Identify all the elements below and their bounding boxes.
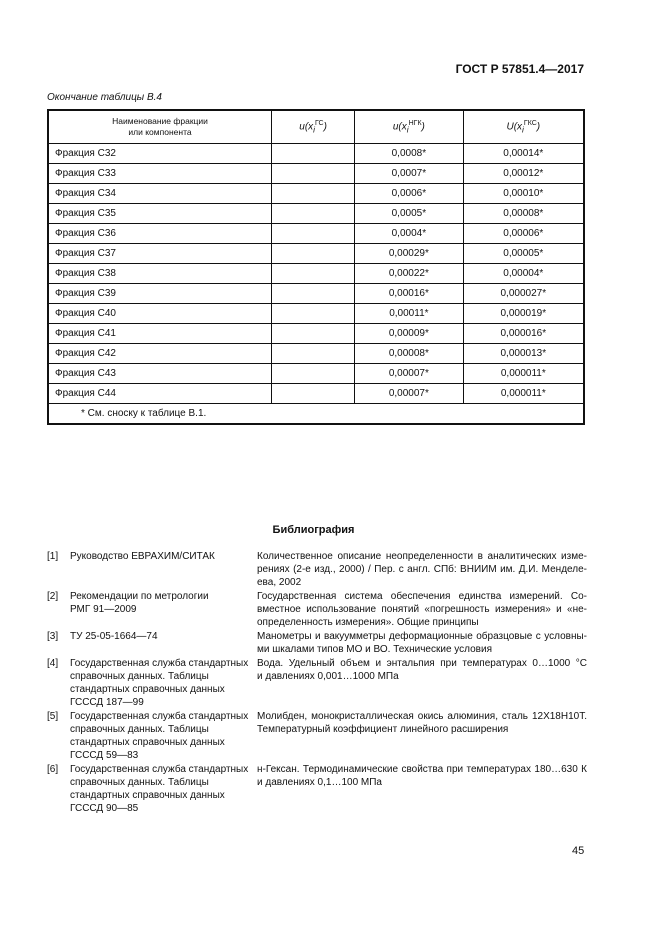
u-gs-value (272, 224, 355, 244)
u-gs-value (272, 184, 355, 204)
source-line: стандартных справочных данных (70, 737, 225, 748)
entry-source (70, 630, 260, 643)
entry-description (257, 590, 587, 629)
col-header-u-ngk: $u(x_i^{НГК})$ (355, 110, 463, 144)
description-line: Манометры и вакуумметры деформационные образцовые с условны- (257, 631, 587, 642)
table-row (48, 164, 584, 184)
bibliography-title: Библиография (272, 524, 355, 536)
fraction-name: Фракция С42 (48, 344, 272, 364)
page-number: 45 (572, 845, 585, 857)
U-gks-value: 0,000011* (463, 384, 584, 404)
entry-source (70, 657, 260, 709)
table-row (48, 364, 584, 384)
U-gks-value: 0,00008* (463, 204, 584, 224)
source-line: ГСССД 59—83 (70, 750, 139, 761)
description-line: и давлениях 0,001…1000 МПа (257, 671, 399, 682)
entry-description (257, 657, 587, 683)
u-ngk-value: 0,00009* (355, 324, 463, 344)
u-ngk-value: 0,00016* (355, 284, 463, 304)
U-gks-value: 0,00006* (463, 224, 584, 244)
entry-source (70, 710, 260, 762)
fraction-name: Фракция С38 (48, 264, 272, 284)
entry-number: [6] (47, 764, 59, 775)
fraction-name: Фракция С36 (48, 224, 272, 244)
entry-number: [2] (47, 591, 59, 602)
u-ngk-value: 0,00008* (355, 344, 463, 364)
fraction-name: Фракция С40 (48, 304, 272, 324)
u-gs-value (272, 244, 355, 264)
bibliography-entry (47, 590, 587, 629)
source-line: Руководство ЕВРАХИМ/СИТАК (70, 551, 215, 562)
source-line: Государственная служба стандартных (70, 764, 249, 775)
description-line: Молибден, монокристаллическая окись алюминия, сталь 12Х18Н10Т. (257, 711, 587, 722)
table-b4 (47, 109, 585, 425)
u-ngk-value: 0,0007* (355, 164, 463, 184)
entry-description (257, 710, 587, 736)
table-footnote: * См. сноску к таблице В.1. (48, 404, 584, 425)
entry-number: [3] (47, 631, 59, 642)
table-row (48, 244, 584, 264)
table-row (48, 324, 584, 344)
u-ngk-value: 0,00011* (355, 304, 463, 324)
bibliography-entry (47, 763, 587, 815)
description-line: н-Гексан. Термодинамические свойства при температурах 180…630 К (257, 764, 587, 775)
source-line: Государственная служба стандартных (70, 711, 249, 722)
entry-source (70, 590, 260, 616)
u-ngk-value: 0,00007* (355, 364, 463, 384)
table-header-row (48, 110, 584, 144)
fraction-name: Фракция С34 (48, 184, 272, 204)
source-line: ГСССД 187—99 (70, 697, 144, 708)
u-ngk-value: 0,0005* (355, 204, 463, 224)
source-line: ТУ 25-05-1664—74 (70, 631, 158, 642)
u-ngk-value: 0,0004* (355, 224, 463, 244)
entry-description (257, 630, 587, 656)
fraction-name: Фракция С39 (48, 284, 272, 304)
U-gks-value: 0,000016* (463, 324, 584, 344)
U-gks-value: 0,00004* (463, 264, 584, 284)
fraction-name: Фракция С35 (48, 204, 272, 224)
table-row (48, 284, 584, 304)
col-header-u-gs: $u(x_i^{ГС})$ (272, 110, 355, 144)
source-line: ГСССД 90—85 (70, 803, 139, 814)
fraction-name: Фракция С37 (48, 244, 272, 264)
u-gs-value (272, 344, 355, 364)
table-caption: Окончание таблицы В.4 (47, 92, 162, 103)
U-gks-value: 0,000011* (463, 364, 584, 384)
source-line: Рекомендации по метрологии (70, 591, 209, 602)
entry-source (70, 550, 260, 563)
U-gks-value: 0,00005* (463, 244, 584, 264)
table-footnote-row (48, 404, 584, 425)
entry-number: [4] (47, 658, 59, 669)
description-line: Государственная система обеспечения единства измерений. Со- (257, 591, 587, 602)
bibliography-entry (47, 710, 587, 762)
table-row (48, 144, 584, 164)
U-gks-value: 0,00010* (463, 184, 584, 204)
description-line: Температурный коэффициент линейного расширения (257, 724, 509, 735)
entry-description (257, 550, 587, 589)
table-row (48, 184, 584, 204)
u-gs-value (272, 324, 355, 344)
col-header-name: Наименование фракции или компонента (48, 110, 272, 144)
u-gs-value (272, 144, 355, 164)
source-line: справочных данных. Таблицы (70, 671, 209, 682)
U-gks-value: 0,00014* (463, 144, 584, 164)
description-line: Вода. Удельный объем и энтальпия при температурах 0…1000 °С (257, 658, 587, 669)
source-line: РМГ 91—2009 (70, 604, 137, 615)
u-ngk-value: 0,00029* (355, 244, 463, 264)
fraction-name: Фракция С44 (48, 384, 272, 404)
col-header-U-gks: $U(x_i^{ГКС})$ (463, 110, 584, 144)
u-ngk-value: 0,00022* (355, 264, 463, 284)
u-ngk-value: 0,0006* (355, 184, 463, 204)
source-line: справочных данных. Таблицы (70, 724, 209, 735)
u-gs-value (272, 164, 355, 184)
entry-description (257, 763, 587, 789)
u-gs-value (272, 384, 355, 404)
entry-number: [1] (47, 551, 59, 562)
bibliography-list (47, 550, 587, 816)
bibliography-entry (47, 550, 587, 589)
u-gs-value (272, 304, 355, 324)
bibliography-entry (47, 630, 587, 656)
description-line: ева, 2002 (257, 577, 302, 588)
U-gks-value: 0,00012* (463, 164, 584, 184)
bibliography-entry (47, 657, 587, 709)
u-gs-value (272, 364, 355, 384)
table-row (48, 204, 584, 224)
u-gs-value (272, 264, 355, 284)
entry-number: [5] (47, 711, 59, 722)
description-line: ми шкалами типов МО и ВО. Технические условия (257, 644, 492, 655)
source-line: стандартных справочных данных (70, 790, 225, 801)
fraction-name: Фракция С33 (48, 164, 272, 184)
description-line: Количественное описание неопределенности в аналитических изме- (257, 551, 587, 562)
fraction-name: Фракция С32 (48, 144, 272, 164)
table-row (48, 264, 584, 284)
fraction-name: Фракция С43 (48, 364, 272, 384)
source-line: Государственная служба стандартных (70, 658, 249, 669)
u-ngk-value: 0,00007* (355, 384, 463, 404)
description-line: и давлениях 0,1…100 МПа (257, 777, 382, 788)
u-gs-value (272, 284, 355, 304)
document-header: ГОСТ Р 57851.4—2017 (455, 62, 584, 76)
table-row (48, 224, 584, 244)
U-gks-value: 0,000019* (463, 304, 584, 324)
table-row (48, 344, 584, 364)
description-line: рениях (2-е изд., 2000) / Пер. с англ. СПб: ВНИИМ им. Д.И. Менделе- (257, 564, 587, 575)
table-row (48, 384, 584, 404)
U-gks-value: 0,000013* (463, 344, 584, 364)
table-row (48, 304, 584, 324)
u-gs-value (272, 204, 355, 224)
source-line: стандартных справочных данных (70, 684, 225, 695)
U-gks-value: 0,000027* (463, 284, 584, 304)
source-line: справочных данных. Таблицы (70, 777, 209, 788)
description-line: вместное использование понятий «погрешность измерения» и «не- (257, 604, 587, 615)
description-line: определенность измерения». Общие принципы (257, 617, 479, 628)
entry-source (70, 763, 260, 815)
u-ngk-value: 0,0008* (355, 144, 463, 164)
fraction-name: Фракция С41 (48, 324, 272, 344)
